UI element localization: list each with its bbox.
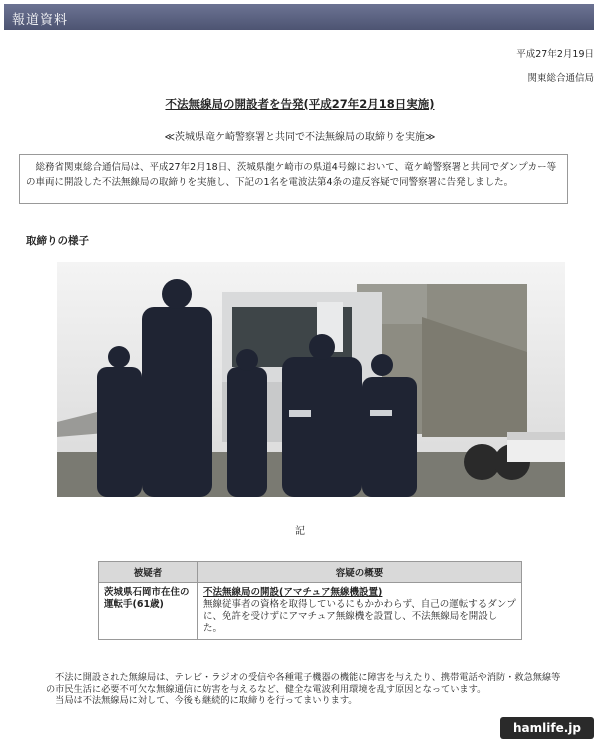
- issuing-organization: 関東総合通信局: [527, 73, 594, 84]
- closing-text: [46, 672, 566, 707]
- suspect-header: 被疑者: [99, 562, 198, 583]
- section-heading: 取締りの様子: [26, 235, 89, 247]
- release-date: 平成27年2月19日: [516, 49, 594, 60]
- page-title: 不法無線局の開設者を告発(平成27年2月18日実施): [165, 97, 435, 111]
- closing-paragraph-2: 当局は不法無線局に対して、今後も継続的に取締りを行ってまいります。: [46, 695, 358, 706]
- offense-cell: [198, 583, 522, 640]
- note-mark: 記: [295, 526, 305, 537]
- offense-title: 不法無線局の開設(アマチュア無線機設置): [203, 587, 383, 598]
- header-bar: [4, 4, 594, 30]
- watermark-logo: hamlife.jp: [500, 717, 594, 739]
- enforcement-photo: [57, 262, 565, 497]
- suspect-table: [98, 561, 522, 640]
- offense-detail: 無線従事者の資格を取得しているにもかかわらず、自己の運転するダンプに、免許を受けずにアマチュア無線機を設置し、不法無線局を開設した。: [203, 599, 516, 634]
- summary-box: 総務省関東総合通信局は、平成27年2月18日、茨城県龍ケ崎市の県道4号線において、竜ケ崎警察署と共同でダンプカー等の車両に開設した不法無線局の取締りを実施し、下記の1名を電波法第4条の違反容疑で同警察署に告発しました。: [19, 154, 568, 204]
- header-label: 報道資料: [12, 13, 69, 28]
- closing-paragraph-1: 不法に開設された無線局は、テレビ・ラジオの受信や各種電子機器の機能に障害を与えたり、携帯電話や消防・救急無線等の市民生活に必要不可欠な無線通信に妨害を与えるなど、健全な電波利用環境を乱す原因となっています。: [46, 672, 561, 695]
- offense-header: 容疑の概要: [198, 562, 522, 583]
- table-row: [99, 583, 522, 640]
- suspect-cell: 茨城県石岡市在住の運転手(61歳): [99, 583, 198, 640]
- page-subtitle: ≪茨城県竜ケ崎警察署と共同で不法無線局の取締りを実施≫: [164, 132, 436, 143]
